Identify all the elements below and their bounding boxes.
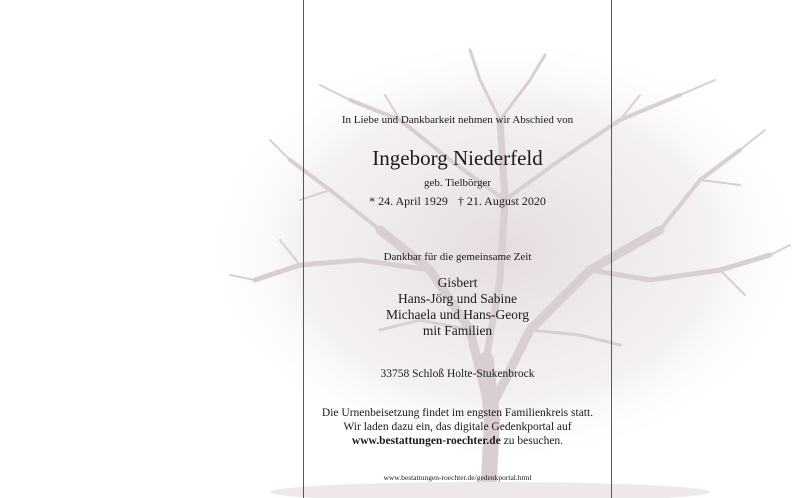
birth-date: * 24. April 1929 bbox=[369, 194, 448, 208]
burial-line-3-suffix: zu besuchen. bbox=[500, 435, 564, 447]
mourners-list bbox=[304, 275, 611, 339]
portal-link[interactable]: www.bestattungen-roechter.de bbox=[351, 435, 501, 447]
mourner-line: Hans-Jörg und Sabine bbox=[398, 291, 517, 306]
mourner-line: Gisbert bbox=[437, 275, 478, 290]
maiden-name: geb. Tielbörger bbox=[423, 177, 492, 189]
intro-text: In Liebe und Dankbarkeit nehmen wir Abschied von bbox=[341, 114, 574, 126]
burial-line-3 bbox=[304, 434, 611, 448]
death-date: † 21. August 2020 bbox=[457, 194, 546, 208]
footer-url[interactable]: www.bestattungen-roechter.de/gedenkportal.html bbox=[383, 473, 532, 482]
mourner-line: mit Familien bbox=[422, 323, 493, 338]
burial-line-2: Wir laden dazu ein, das digitale Gedenkportal auf bbox=[343, 421, 572, 433]
deceased-name: Ingeborg Niederfeld bbox=[372, 146, 543, 170]
obituary-card bbox=[304, 0, 611, 498]
thanks-text: Dankbar für die gemeinsame Zeit bbox=[383, 251, 532, 263]
mourner-line: Michaela und Hans-Georg bbox=[386, 307, 529, 322]
burial-line-1: Die Urnenbeisetzung findet im engsten Familienkreis statt. bbox=[321, 407, 594, 419]
place-text: 33758 Schloß Holte-Stukenbrock bbox=[380, 368, 535, 380]
burial-notice bbox=[304, 406, 611, 448]
life-dates bbox=[304, 194, 611, 209]
card-border-right bbox=[611, 0, 612, 498]
